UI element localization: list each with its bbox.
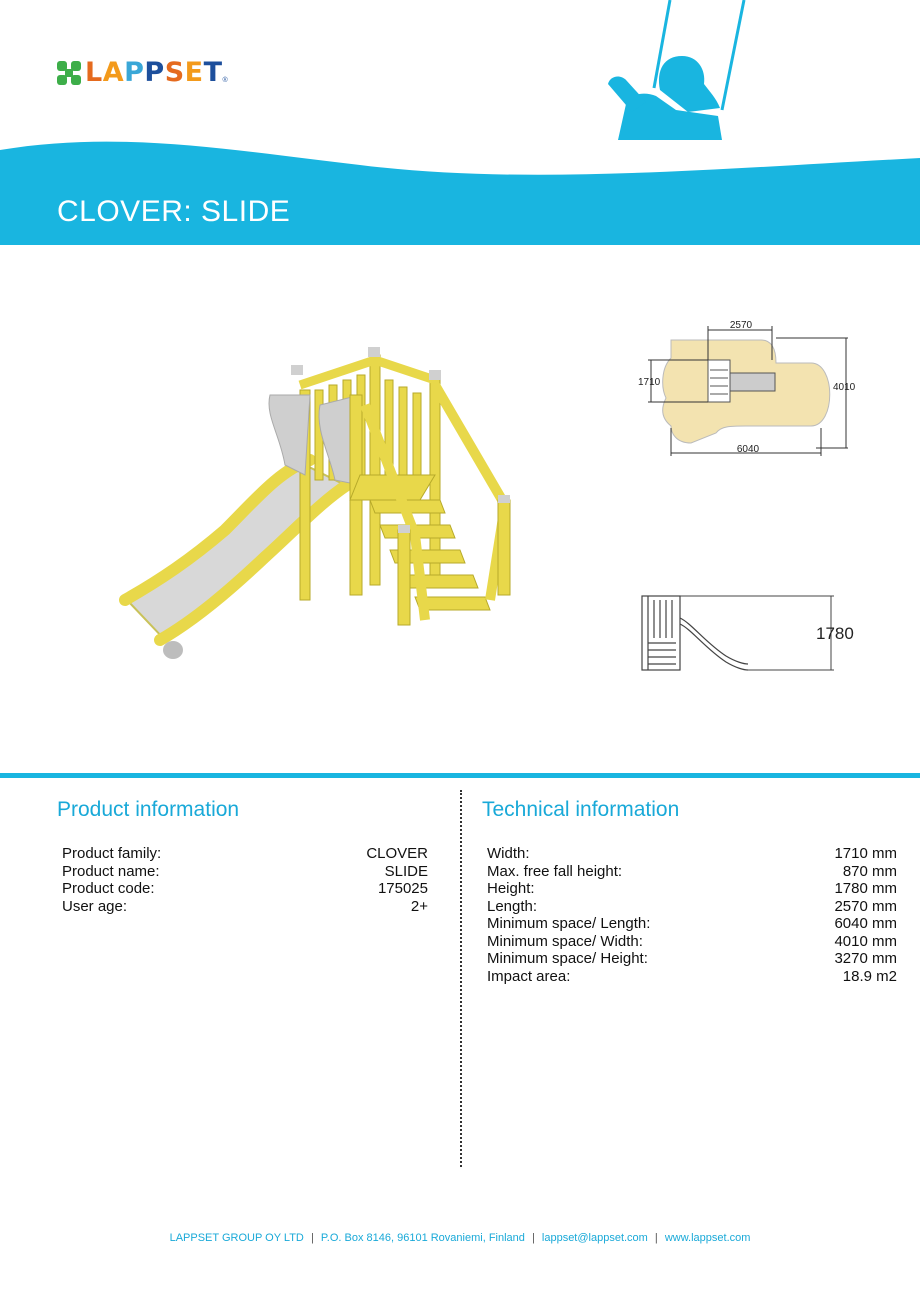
technical-info-row: Width: 1710 mm <box>487 845 897 862</box>
footer-company: LAPPSET GROUP OY LTD <box>169 1232 304 1244</box>
swing-girl-icon <box>598 0 758 142</box>
side-dim-height: 1780 <box>816 624 854 643</box>
side-view-drawing <box>636 588 866 678</box>
technical-info-row: Max. free fall height: 870 mm <box>487 862 897 880</box>
column-separator <box>460 790 462 1167</box>
brand-logo <box>57 58 228 88</box>
plan-dim-right: 4010 <box>833 382 856 393</box>
footer-email-link[interactable]: lappset@lappset.com <box>541 1232 648 1244</box>
trademark: ® <box>222 76 228 84</box>
technical-info-row: Minimum space/ Length: 6040 mm <box>487 915 897 932</box>
product-info-row: Product code: 175025 <box>62 880 428 897</box>
brand-name: LAPPSET <box>85 57 223 88</box>
footer: LAPPSET GROUP OY LTD | P.O. Box 8146, 96101 Rovaniemi, Finland | lappset@lappset.com | www.lappset.com <box>169 1232 751 1244</box>
footer-address: P.O. Box 8146, 96101 Rovaniemi, Finland <box>320 1232 525 1244</box>
technical-info-row: Length: 2570 mm <box>487 897 897 915</box>
footer-website-link[interactable]: www.lappset.com <box>664 1232 751 1244</box>
technical-info-row: Impact area: 18.9 m2 <box>487 967 897 985</box>
product-info-row: Product family: CLOVER <box>62 845 428 862</box>
technical-info-row: Minimum space/ Height: 3270 mm <box>487 950 897 967</box>
section-divider <box>0 773 920 778</box>
plan-dim-bottom: 6040 <box>736 444 760 455</box>
page-title: CLOVER: SLIDE <box>57 195 291 228</box>
plan-view-drawing <box>636 318 866 458</box>
technical-info-list <box>487 845 897 985</box>
technical-info-title: Technical information <box>482 798 680 821</box>
clover-logo-icon <box>57 61 81 85</box>
product-info-list <box>62 845 428 915</box>
product-info-row: User age: 2+ <box>62 897 428 915</box>
technical-info-row: Minimum space/ Width: 4010 mm <box>487 932 897 950</box>
product-info-title: Product information <box>57 798 240 821</box>
product-illustration <box>115 335 525 675</box>
plan-dim-left: 1710 <box>638 377 661 388</box>
product-info-row: Product name: SLIDE <box>62 862 428 880</box>
technical-info-row: Height: 1780 mm <box>487 880 897 897</box>
plan-dim-top: 2570 <box>729 320 753 331</box>
